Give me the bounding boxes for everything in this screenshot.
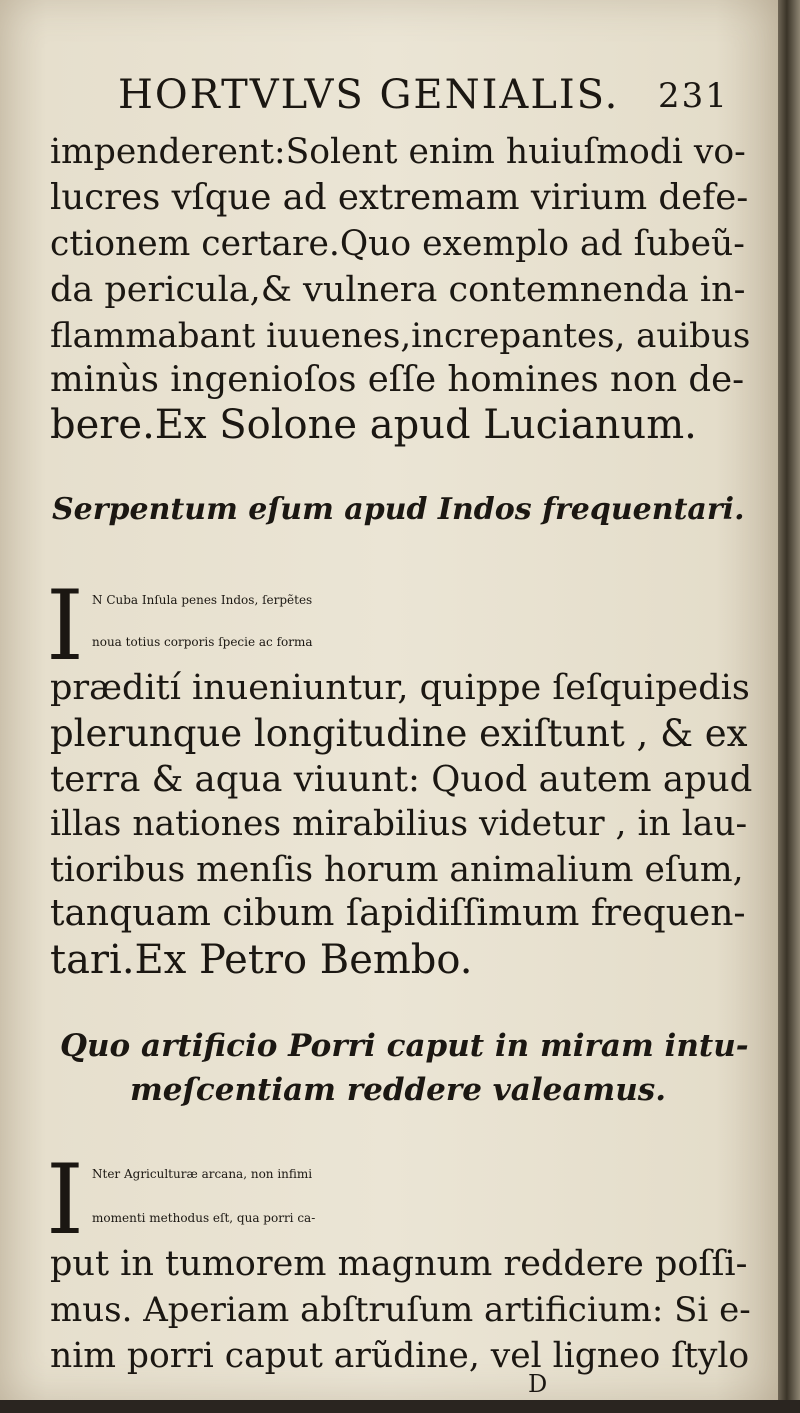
para2-line-9: tari.Ex Petro Bembo. bbox=[50, 937, 473, 983]
para2-line-5: terra & aqua viuunt: Quod autem apud bbox=[50, 759, 753, 800]
para1-line-4: da pericula,& vulnera contemnenda in- bbox=[50, 270, 746, 310]
para3-line-5: nim porri caput arũdine, vel ligneo ſtylo bbox=[50, 1336, 750, 1376]
para1-line-7: bere.Ex Solone apud Lucianum. bbox=[50, 402, 697, 448]
para3-line-4: mus. Aperiam abſtruſum artificium: Si e- bbox=[50, 1290, 751, 1330]
para2-line-8: tanquam cibum ſapidiſſimum frequen- bbox=[50, 893, 746, 934]
section-heading-serpents: Serpentum eſum apud Indos frequentari. bbox=[52, 492, 745, 527]
para2-line-3: prædití inueniuntur, quippe ſeſquipedis bbox=[50, 668, 750, 708]
para1-line-5: flammabant iuuenes,increpantes, auibus bbox=[50, 316, 751, 356]
section-heading-leek-line-2: meſcentiam reddere valeamus. bbox=[130, 1072, 667, 1108]
page-edge-bottom bbox=[0, 1400, 800, 1413]
para1-line-2: lucres vſque ad extremam virium defe- bbox=[50, 177, 749, 218]
para2-line-6: illas nationes mirabilius videtur , in lau- bbox=[50, 804, 748, 844]
catchword: D bbox=[528, 1370, 548, 1398]
para3-line-1: Nter Agriculturæ arcana, non infimi bbox=[92, 1167, 313, 1181]
para2-line-7: tioribus menſis horum animalium eſum, bbox=[50, 850, 744, 890]
page-edge-right bbox=[778, 0, 800, 1413]
para1-line-6: minùs ingenioſos eſſe homines non de- bbox=[50, 359, 745, 400]
drop-cap-2: I bbox=[46, 1144, 84, 1256]
para1-line-1: impenderent:Solent enim huiuſmodi vo- bbox=[50, 132, 746, 172]
para2-line-1: N Cuba Inſula penes Indos, ſerpẽtes bbox=[92, 593, 313, 607]
section-heading-leek-line-1: Quo artificio Porri caput in miram intu- bbox=[60, 1028, 749, 1064]
para2-line-4: plerunque longitudine exiſtunt , & ex bbox=[50, 712, 748, 755]
drop-cap-1: I bbox=[46, 570, 84, 682]
para3-line-2: momenti methodus eſt, qua porri ca- bbox=[92, 1211, 316, 1225]
running-head-title: HORTVLVS GENIALIS. bbox=[118, 72, 620, 118]
para1-line-3: ctionem certare.Quo exemplo ad ſubeũ- bbox=[50, 224, 745, 264]
running-head bbox=[118, 72, 758, 122]
page-number: 231 bbox=[658, 76, 729, 116]
para2-line-2: noua totius corporis ſpecie ac forma bbox=[92, 635, 313, 649]
para3-line-3: put in tumorem magnum reddere poſſi- bbox=[50, 1244, 748, 1284]
